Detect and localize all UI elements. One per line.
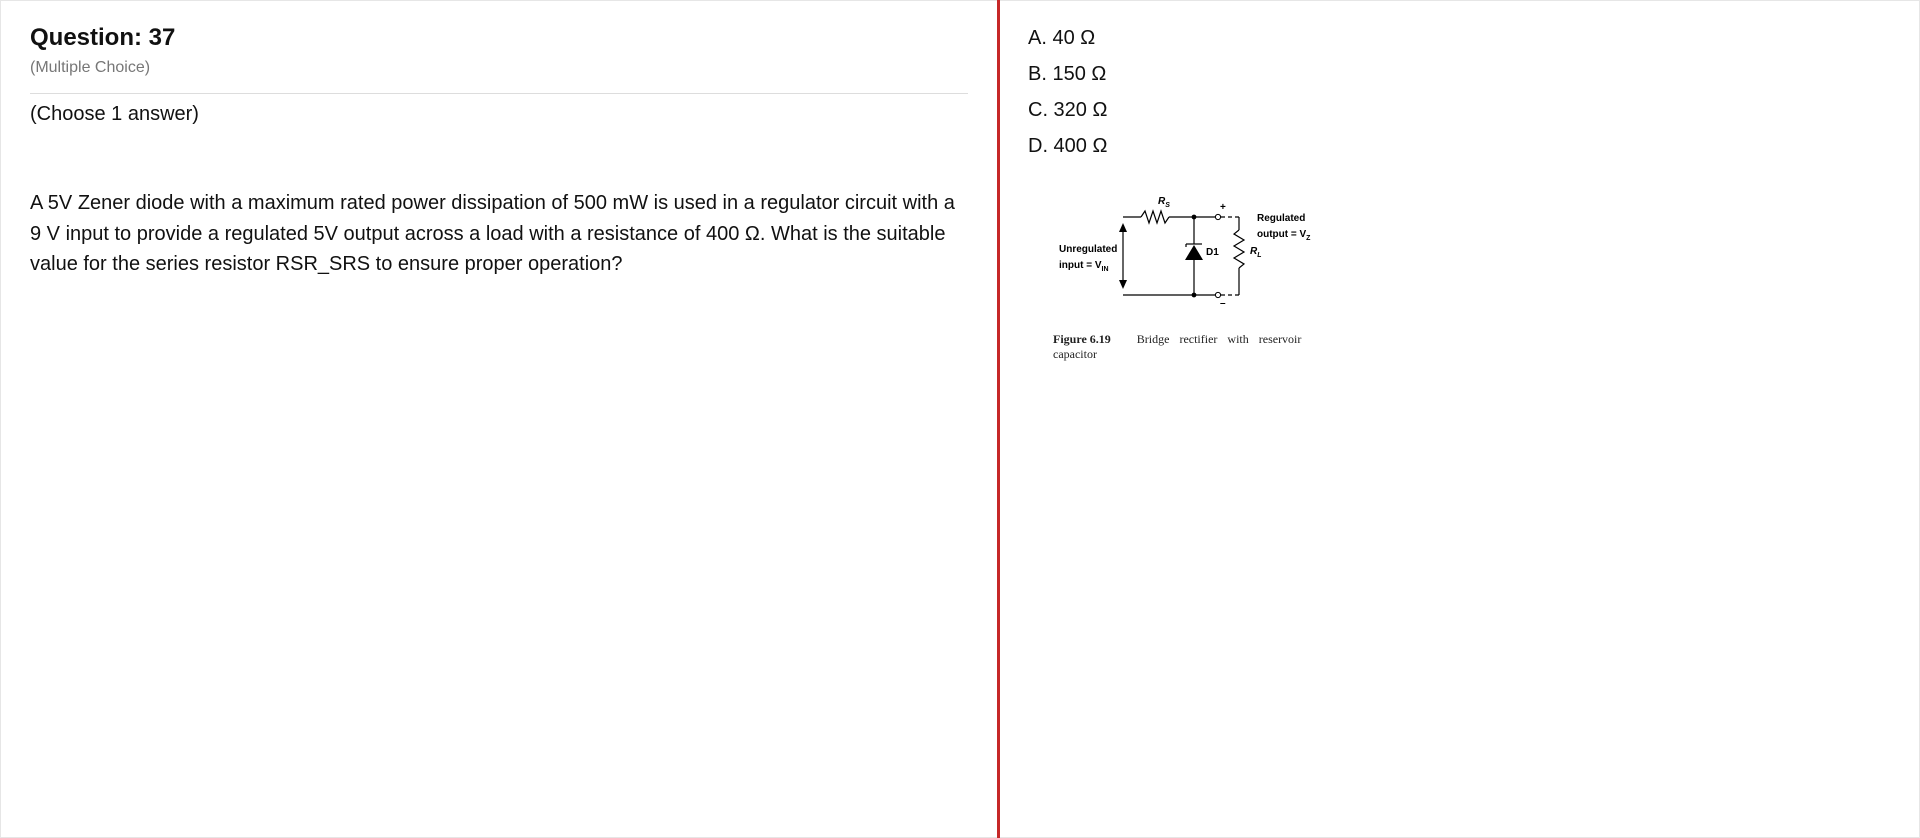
- d1-label: D1: [1206, 247, 1219, 258]
- question-body: A 5V Zener diode with a maximum rated power dissipation of 500 mW is used in a regulator circuit with a 9 V input to provide a regulated 5V output across a load with a resistance of 400 Ω. What is the suitable value for the series resistor RSR_SRS to ensure proper operation?: [30, 192, 955, 275]
- question-title: Question: 37: [30, 24, 176, 51]
- input-label-line2: input = $V_{IN}$: [1059, 260, 1109, 273]
- option-b[interactable]: B. 150 Ω: [1028, 63, 1107, 85]
- rl-label: $R_L$: [1250, 246, 1262, 259]
- minus-label: –: [1220, 298, 1226, 309]
- question-type: (Multiple Choice): [30, 59, 151, 76]
- question-instruction: (Choose 1 answer): [30, 103, 199, 125]
- rs-label: $R_S$: [1158, 196, 1170, 209]
- option-d[interactable]: D. 400 Ω: [1028, 135, 1108, 157]
- figure-caption: [1053, 332, 1353, 362]
- zener-diode: [1185, 245, 1203, 260]
- answer-panel: [1000, 0, 1920, 838]
- input-label-line1: Unregulated: [1059, 244, 1118, 255]
- load-resistor: [1234, 230, 1244, 268]
- figure-caption-label: Figure 6.19: [1053, 332, 1111, 346]
- output-label-line1: Regulated: [1257, 213, 1306, 224]
- series-resistor: [1141, 211, 1169, 223]
- output-label-line2: output = $V_Z$: [1257, 229, 1311, 242]
- option-a[interactable]: A. 40 Ω: [1028, 27, 1096, 49]
- plus-label: +: [1220, 202, 1226, 213]
- figure-caption-text: Bridge rectifier with reservoir capacitor: [1053, 332, 1302, 361]
- header-divider: [30, 93, 968, 94]
- option-c[interactable]: C. 320 Ω: [1028, 99, 1108, 121]
